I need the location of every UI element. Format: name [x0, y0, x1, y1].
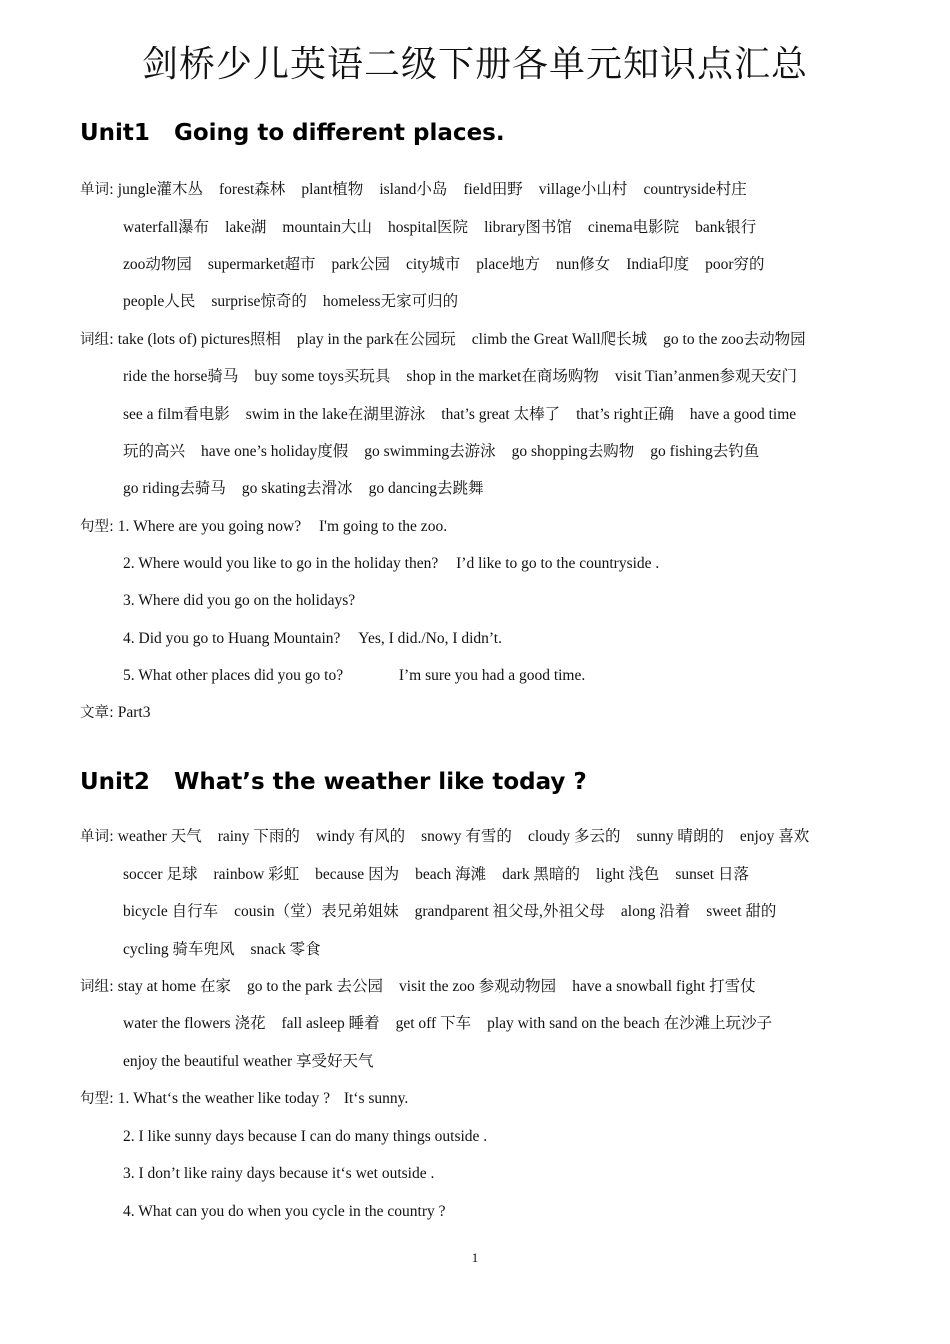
vocab-item: snack 零食 — [250, 941, 321, 958]
vocab-item: grandparent 祖父母,外祖父母 — [414, 903, 605, 920]
vocab-item: plant植物 — [301, 181, 364, 198]
unit2-words-row — [123, 902, 776, 922]
vocab-item: bicycle 自行车 — [123, 903, 219, 920]
vocab-item: go fishing去钓鱼 — [650, 443, 760, 460]
vocab-item: swim in the lake在湖里游泳 — [245, 406, 426, 423]
unit2-phrases-row — [80, 977, 756, 997]
vocab-item: windy 有风的 — [315, 828, 406, 845]
unit1-article — [80, 703, 150, 723]
unit1-heading: Unit1 Going to different places. — [80, 120, 505, 146]
unit1-words-row — [123, 255, 765, 275]
vocab-item: go swimming去游泳 — [364, 443, 496, 460]
vocab-item: go riding去骑马 — [123, 480, 226, 497]
word-items — [118, 828, 809, 845]
vocab-item: enjoy 喜欢 — [739, 828, 810, 845]
vocab-item: city城市 — [406, 256, 461, 273]
vocab-item: hospital医院 — [387, 219, 469, 236]
vocab-item: rainy 下雨的 — [217, 828, 300, 845]
vocab-item: along 沿着 — [620, 903, 691, 920]
unit1-sentence-5 — [123, 666, 585, 686]
phrase-items — [118, 331, 806, 348]
unit1-phrases-row — [123, 442, 759, 462]
vocab-item: play in the park在公园玩 — [296, 331, 456, 348]
vocab-item: bank银行 — [695, 219, 757, 236]
phrase-items — [118, 978, 756, 995]
article-value: Part3 — [117, 704, 151, 721]
sentence-question: 5. What other places did you go to? — [123, 667, 344, 684]
vocab-item: take (lots of) pictures照相 — [117, 331, 281, 348]
page-number: 1 — [471, 1250, 479, 1265]
unit2-sentence-1 — [80, 1089, 408, 1109]
vocab-item: have a good time — [689, 406, 797, 423]
vocab-item: cinema电影院 — [587, 219, 680, 236]
vocab-item: mountain大山 — [282, 219, 372, 236]
vocab-item: that’s right正确 — [576, 406, 674, 423]
sentence-answer: Yes, I did./No, I didn’t. — [358, 630, 502, 647]
sentence-question: 1. Where are you going now? — [117, 518, 302, 535]
vocab-item: nun修女 — [556, 256, 611, 273]
vocab-item: snowy 有雪的 — [421, 828, 512, 845]
vocab-item: shop in the market在商场购物 — [406, 368, 599, 385]
vocab-item: cycling 骑车兜风 — [123, 941, 235, 958]
sentence-question: 1. What‘s the weather like today ? — [117, 1090, 330, 1107]
unit1-sentence-1 — [80, 517, 447, 537]
vocab-item: island小岛 — [379, 181, 448, 198]
vocab-item: jungle灌木丛 — [117, 181, 204, 198]
sentence-question: 3. I don’t like rainy days because it‘s wet outside . — [123, 1165, 435, 1182]
vocab-item: countryside村庄 — [643, 181, 747, 198]
words-label: 单词: — [80, 829, 114, 845]
vocab-item: have one’s holiday度假 — [201, 443, 349, 460]
vocab-item: homeless无家可归的 — [322, 293, 459, 310]
sentence-question: 4. Did you go to Huang Mountain? — [123, 630, 341, 647]
vocab-item: go dancing去跳舞 — [368, 480, 484, 497]
unit2-words-row — [80, 827, 809, 847]
vocab-item: place地方 — [476, 256, 540, 273]
vocab-item: 玩的高兴 — [123, 443, 186, 460]
vocab-item: visit the zoo 参观动物园 — [399, 978, 557, 995]
vocab-item: lake湖 — [225, 219, 267, 236]
vocab-item: buy some toys买玩具 — [254, 368, 391, 385]
unit2-words-row — [123, 940, 321, 960]
vocab-item: field田野 — [463, 181, 523, 198]
vocab-item: cloudy 多云的 — [527, 828, 621, 845]
vocab-item: play with sand on the beach 在沙滩上玩沙子 — [487, 1015, 773, 1032]
vocab-item: go shopping去购物 — [511, 443, 635, 460]
vocab-item: cousin（堂）表兄弟姐妹 — [234, 903, 399, 920]
vocab-item: climb the Great Wall爬长城 — [471, 331, 648, 348]
unit1-sentence-3 — [123, 591, 355, 611]
vocab-item: beach 海滩 — [415, 866, 487, 883]
vocab-item: India印度 — [626, 256, 690, 273]
vocab-item: sweet 甜的 — [706, 903, 777, 920]
unit1-phrases-row — [80, 330, 806, 350]
vocab-item: stay at home 在家 — [117, 978, 231, 995]
sentences-label: 句型: — [80, 519, 114, 535]
unit2-heading: Unit2 What’s the weather like today ? — [80, 769, 587, 795]
vocab-item: supermarket超市 — [207, 256, 316, 273]
vocab-item: village小山村 — [538, 181, 628, 198]
unit1-phrases-row — [123, 405, 796, 425]
sentence-answer: It‘s sunny. — [343, 1090, 409, 1107]
unit2-words-row — [123, 865, 749, 885]
word-items — [118, 181, 747, 198]
vocab-item: fall asleep 睡着 — [281, 1015, 380, 1032]
vocab-item: forest森林 — [219, 181, 286, 198]
unit1-sentence-4 — [123, 629, 502, 649]
words-label: 单词: — [80, 182, 114, 198]
vocab-item: get off 下车 — [395, 1015, 472, 1032]
unit2-sentence-4 — [123, 1202, 446, 1222]
sentence-answer: I’d like to go to the countryside . — [456, 555, 660, 572]
sentence-answer: I’m sure you had a good time. — [398, 667, 586, 684]
unit2-sentence-3 — [123, 1164, 434, 1184]
vocab-item: zoo动物园 — [123, 256, 192, 273]
vocab-item: surprise惊奇的 — [211, 293, 307, 310]
vocab-item: that’s great 太棒了 — [441, 406, 561, 423]
article-label: 文章: — [80, 705, 114, 721]
unit2-phrases-row — [123, 1052, 374, 1072]
sentence-question: 4. What can you do when you cycle in the country ? — [123, 1203, 446, 1220]
unit2-phrases-row — [123, 1014, 772, 1034]
vocab-item: dark 黑暗的 — [502, 866, 581, 883]
vocab-item: go skating去滑冰 — [241, 480, 353, 497]
vocab-item: ride the horse骑马 — [123, 368, 239, 385]
vocab-item: rainbow 彩虹 — [213, 866, 300, 883]
vocab-item: visit Tian’anmen参观天安门 — [614, 368, 797, 385]
vocab-item: waterfall瀑布 — [123, 219, 210, 236]
unit1-sentence-2 — [123, 554, 659, 574]
unit1-words-row — [80, 180, 747, 200]
vocab-item: sunny 晴朗的 — [636, 828, 724, 845]
sentences-label: 句型: — [80, 1091, 114, 1107]
vocab-item: light 浅色 — [596, 866, 660, 883]
sentence-question: 2. Where would you like to go in the holiday then? — [123, 555, 439, 572]
vocab-item: see a film看电影 — [123, 406, 230, 423]
unit2-sentence-2 — [123, 1127, 487, 1147]
vocab-item: have a snowball fight 打雪仗 — [572, 978, 756, 995]
sentence-question: 2. I like sunny days because I can do many things outside . — [123, 1128, 488, 1145]
vocab-item: poor穷的 — [705, 256, 765, 273]
vocab-item: go to the zoo去动物园 — [663, 331, 806, 348]
unit1-words-row — [123, 292, 458, 312]
vocab-item: weather 天气 — [117, 828, 202, 845]
phrases-label: 词组: — [80, 979, 114, 995]
unit1-phrases-row — [123, 479, 484, 499]
page-title: 剑桥少儿英语二级下册各单元知识点汇总 — [141, 44, 808, 85]
vocab-item: go to the park 去公园 — [246, 978, 384, 995]
phrases-label: 词组: — [80, 332, 114, 348]
unit1-phrases-row — [123, 367, 797, 387]
vocab-item: people人民 — [123, 293, 196, 310]
vocab-item: library图书馆 — [484, 219, 572, 236]
vocab-item: park公园 — [331, 256, 391, 273]
vocab-item: enjoy the beautiful weather 享受好天气 — [123, 1053, 374, 1070]
vocab-item: soccer 足球 — [123, 866, 198, 883]
vocab-item: sunset 日落 — [675, 866, 749, 883]
sentence-answer: I'm going to the zoo. — [319, 518, 448, 535]
vocab-item: water the flowers 浇花 — [123, 1015, 266, 1032]
vocab-item: because 因为 — [315, 866, 400, 883]
sentence-question: 3. Where did you go on the holidays? — [123, 592, 356, 609]
unit1-words-row — [123, 218, 756, 238]
